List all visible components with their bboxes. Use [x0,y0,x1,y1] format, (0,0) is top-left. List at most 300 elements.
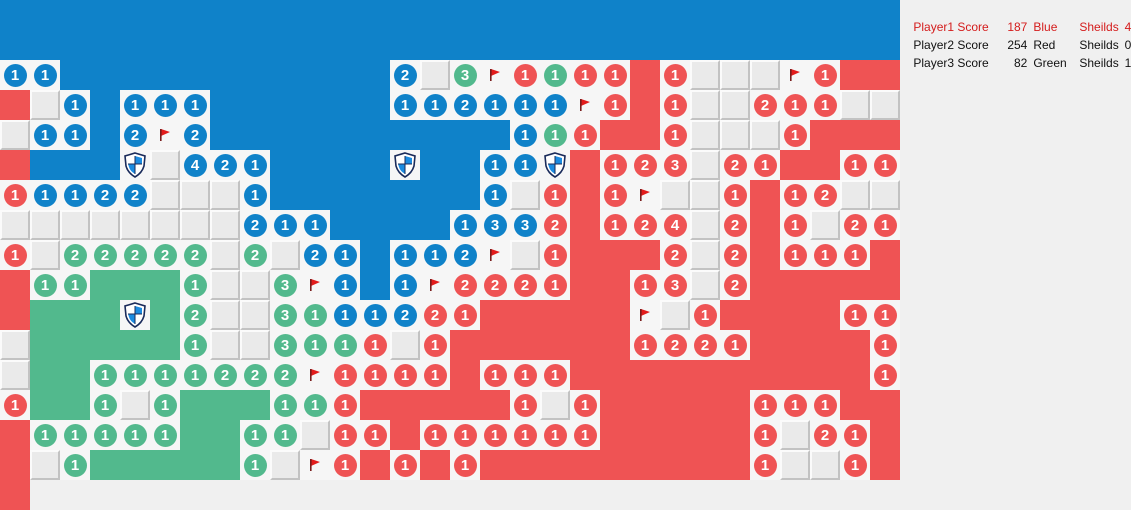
board-cell[interactable] [480,120,510,150]
board-cell[interactable] [450,270,480,300]
board-cell[interactable] [330,420,360,450]
board-cell[interactable] [300,360,330,390]
board-cell[interactable] [270,60,300,90]
board-cell[interactable] [540,180,570,210]
board-cell[interactable] [510,90,540,120]
board-cell[interactable] [360,270,390,300]
board-cell[interactable] [120,330,150,360]
board-cell[interactable] [240,390,270,420]
board-cell[interactable] [270,180,300,210]
board-cell[interactable] [390,60,420,90]
board-cell[interactable] [270,150,300,180]
board-cell[interactable] [780,300,810,330]
board-cell[interactable] [0,90,30,120]
board-cell[interactable] [870,330,900,360]
board-cell[interactable] [450,420,480,450]
board-cell[interactable] [750,420,780,450]
board-cell[interactable] [780,420,810,450]
board-cell[interactable] [870,90,900,120]
board-cell[interactable] [300,60,330,90]
board-cell[interactable] [450,450,480,480]
board-cell[interactable] [0,450,30,480]
board-cell[interactable] [870,240,900,270]
board-cell[interactable] [270,30,300,60]
board-cell[interactable] [450,210,480,240]
board-cell[interactable] [420,450,450,480]
board-cell[interactable] [390,270,420,300]
board-cell[interactable] [600,330,630,360]
board-cell[interactable] [660,0,690,30]
board-cell[interactable] [840,270,870,300]
board-cell[interactable] [300,240,330,270]
board-cell[interactable] [0,0,30,30]
board-cell[interactable] [870,30,900,60]
board-cell[interactable] [270,300,300,330]
board-cell[interactable] [750,120,780,150]
board-cell[interactable] [690,330,720,360]
board-cell[interactable] [120,300,150,330]
board-cell[interactable] [90,150,120,180]
board-cell[interactable] [780,180,810,210]
board-cell[interactable] [210,90,240,120]
board-cell[interactable] [870,180,900,210]
board-cell[interactable] [690,180,720,210]
board-cell[interactable] [330,240,360,270]
board-cell[interactable] [300,450,330,480]
board-cell[interactable] [90,210,120,240]
board-cell[interactable] [300,90,330,120]
board-cell[interactable] [510,210,540,240]
board-cell[interactable] [690,270,720,300]
board-cell[interactable] [360,300,390,330]
board-cell[interactable] [720,390,750,420]
board-cell[interactable] [30,450,60,480]
board-cell[interactable] [480,270,510,300]
board-cell[interactable] [90,270,120,300]
board-cell[interactable] [480,300,510,330]
board-cell[interactable] [60,90,90,120]
board-cell[interactable] [630,390,660,420]
board-cell[interactable] [510,0,540,30]
board-cell[interactable] [810,240,840,270]
board-cell[interactable] [870,150,900,180]
board-cell[interactable] [180,360,210,390]
board-cell[interactable] [870,450,900,480]
board-cell[interactable] [120,0,150,30]
board-cell[interactable] [420,180,450,210]
board-cell[interactable] [510,120,540,150]
board-cell[interactable] [240,210,270,240]
board-cell[interactable] [180,150,210,180]
board-cell[interactable] [0,240,30,270]
board-cell[interactable] [780,450,810,480]
board-cell[interactable] [810,270,840,300]
board-cell[interactable] [360,390,390,420]
board-cell[interactable] [90,0,120,30]
board-cell[interactable] [270,270,300,300]
board-cell[interactable] [330,270,360,300]
board-cell[interactable] [330,90,360,120]
board-cell[interactable] [870,60,900,90]
board-cell[interactable] [840,210,870,240]
board-cell[interactable] [420,0,450,30]
board-cell[interactable] [240,150,270,180]
board-cell[interactable] [180,330,210,360]
board-cell[interactable] [420,420,450,450]
board-cell[interactable] [30,270,60,300]
board-cell[interactable] [600,450,630,480]
board-cell[interactable] [750,240,780,270]
board-cell[interactable] [240,450,270,480]
board-cell[interactable] [180,420,210,450]
board-cell[interactable] [720,0,750,30]
board-cell[interactable] [300,270,330,300]
board-cell[interactable] [420,90,450,120]
board-cell[interactable] [0,180,30,210]
board-cell[interactable] [240,180,270,210]
board-cell[interactable] [630,120,660,150]
board-cell[interactable] [750,450,780,480]
board-cell[interactable] [360,240,390,270]
board-cell[interactable] [60,60,90,90]
board-cell[interactable] [300,180,330,210]
board-cell[interactable] [210,270,240,300]
board-cell[interactable] [360,30,390,60]
board-cell[interactable] [30,90,60,120]
board-cell[interactable] [780,240,810,270]
board-cell[interactable] [300,330,330,360]
board-cell[interactable] [540,330,570,360]
board-cell[interactable] [120,450,150,480]
board-cell[interactable] [330,390,360,420]
board-cell[interactable] [870,0,900,30]
board-cell[interactable] [210,0,240,30]
board-cell[interactable] [870,420,900,450]
board-cell[interactable] [540,210,570,240]
board-cell[interactable] [330,330,360,360]
board-cell[interactable] [840,450,870,480]
board-cell[interactable] [270,0,300,30]
board-cell[interactable] [480,450,510,480]
board-cell[interactable] [450,120,480,150]
board-cell[interactable] [810,150,840,180]
board-cell[interactable] [0,360,30,390]
board-cell[interactable] [210,360,240,390]
board-cell[interactable] [210,60,240,90]
board-cell[interactable] [120,360,150,390]
board-cell[interactable] [840,390,870,420]
board-cell[interactable] [360,450,390,480]
board-cell[interactable] [300,30,330,60]
board-cell[interactable] [810,330,840,360]
board-cell[interactable] [90,420,120,450]
board-cell[interactable] [480,360,510,390]
board-cell[interactable] [390,180,420,210]
board-cell[interactable] [120,390,150,420]
board-cell[interactable] [600,210,630,240]
board-cell[interactable] [780,30,810,60]
board-cell[interactable] [300,120,330,150]
board-cell[interactable] [480,60,510,90]
board-cell[interactable] [90,90,120,120]
board-cell[interactable] [390,90,420,120]
board-cell[interactable] [780,210,810,240]
board-cell[interactable] [240,30,270,60]
board-cell[interactable] [0,420,30,450]
board-cell[interactable] [90,240,120,270]
board-cell[interactable] [480,0,510,30]
board-cell[interactable] [150,330,180,360]
board-cell[interactable] [450,90,480,120]
board-cell[interactable] [450,180,480,210]
board-cell[interactable] [540,390,570,420]
board-cell[interactable] [750,360,780,390]
board-cell[interactable] [720,150,750,180]
board-cell[interactable] [540,60,570,90]
board-cell[interactable] [330,210,360,240]
board-cell[interactable] [240,270,270,300]
board-cell[interactable] [630,180,660,210]
board-cell[interactable] [660,450,690,480]
board-cell[interactable] [90,450,120,480]
board-cell[interactable] [90,390,120,420]
board-cell[interactable] [120,30,150,60]
board-cell[interactable] [210,420,240,450]
board-cell[interactable] [750,300,780,330]
board-cell[interactable] [720,240,750,270]
board-cell[interactable] [300,420,330,450]
board-cell[interactable] [420,330,450,360]
board-cell[interactable] [180,300,210,330]
board-cell[interactable] [60,210,90,240]
board-cell[interactable] [0,120,30,150]
board-cell[interactable] [330,360,360,390]
board-cell[interactable] [630,330,660,360]
board-cell[interactable] [30,0,60,30]
board-cell[interactable] [540,150,570,180]
board-cell[interactable] [240,300,270,330]
board-cell[interactable] [570,390,600,420]
board-cell[interactable] [210,300,240,330]
board-cell[interactable] [420,210,450,240]
board-cell[interactable] [810,390,840,420]
board-cell[interactable] [450,60,480,90]
board-cell[interactable] [540,300,570,330]
board-cell[interactable] [450,390,480,420]
board-cell[interactable] [510,30,540,60]
board-cell[interactable] [240,240,270,270]
board-cell[interactable] [300,150,330,180]
board-cell[interactable] [0,60,30,90]
board-cell[interactable] [150,300,180,330]
board-cell[interactable] [690,420,720,450]
board-cell[interactable] [690,210,720,240]
board-cell[interactable] [690,240,720,270]
board-cell[interactable] [30,240,60,270]
board-cell[interactable] [270,210,300,240]
board-cell[interactable] [600,270,630,300]
board-cell[interactable] [300,390,330,420]
board-cell[interactable] [510,150,540,180]
board-cell[interactable] [420,60,450,90]
board-cell[interactable] [690,0,720,30]
board-cell[interactable] [840,180,870,210]
board-cell[interactable] [360,60,390,90]
board-cell[interactable] [570,0,600,30]
board-cell[interactable] [750,210,780,240]
board-cell[interactable] [600,0,630,30]
board-cell[interactable] [570,420,600,450]
board-cell[interactable] [660,90,690,120]
board-cell[interactable] [660,180,690,210]
board-cell[interactable] [810,0,840,30]
board-cell[interactable] [270,330,300,360]
board-cell[interactable] [600,30,630,60]
board-cell[interactable] [330,450,360,480]
board-cell[interactable] [750,330,780,360]
board-cell[interactable] [510,360,540,390]
board-cell[interactable] [810,180,840,210]
board-cell[interactable] [300,0,330,30]
board-cell[interactable] [720,120,750,150]
board-cell[interactable] [30,420,60,450]
board-cell[interactable] [510,420,540,450]
board-cell[interactable] [60,270,90,300]
board-cell[interactable] [90,60,120,90]
board-cell[interactable] [150,210,180,240]
board-cell[interactable] [150,0,180,30]
board-cell[interactable] [780,0,810,30]
board-cell[interactable] [750,270,780,300]
board-cell[interactable] [0,150,30,180]
board-cell[interactable] [570,60,600,90]
board-cell[interactable] [660,240,690,270]
board-cell[interactable] [840,240,870,270]
board-cell[interactable] [150,30,180,60]
board-cell[interactable] [390,240,420,270]
board-cell[interactable] [30,390,60,420]
board-cell[interactable] [660,270,690,300]
board-cell[interactable] [870,120,900,150]
board-cell[interactable] [840,330,870,360]
board-cell[interactable] [840,120,870,150]
board-cell[interactable] [360,0,390,30]
board-cell[interactable] [630,270,660,300]
board-cell[interactable] [240,0,270,30]
board-cell[interactable] [210,180,240,210]
board-cell[interactable] [630,420,660,450]
board-cell[interactable] [660,360,690,390]
board-cell[interactable] [60,300,90,330]
board-cell[interactable] [840,150,870,180]
board-cell[interactable] [390,300,420,330]
board-cell[interactable] [450,330,480,360]
board-cell[interactable] [120,420,150,450]
board-cell[interactable] [810,30,840,60]
board-cell[interactable] [450,240,480,270]
board-cell[interactable] [510,60,540,90]
board-cell[interactable] [510,300,540,330]
board-cell[interactable] [120,150,150,180]
board-cell[interactable] [270,390,300,420]
board-cell[interactable] [540,90,570,120]
board-cell[interactable] [510,270,540,300]
board-cell[interactable] [180,270,210,300]
board-cell[interactable] [810,360,840,390]
board-cell[interactable] [570,150,600,180]
board-cell[interactable] [150,360,180,390]
board-cell[interactable] [630,0,660,30]
board-cell[interactable] [330,120,360,150]
board-cell[interactable] [0,210,30,240]
board-cell[interactable] [480,240,510,270]
board-cell[interactable] [450,300,480,330]
board-cell[interactable] [150,90,180,120]
board-cell[interactable] [90,30,120,60]
board-cell[interactable] [690,360,720,390]
board-cell[interactable] [360,90,390,120]
board-cell[interactable] [480,30,510,60]
board-cell[interactable] [180,90,210,120]
board-cell[interactable] [540,0,570,30]
board-cell[interactable] [150,390,180,420]
board-cell[interactable] [780,330,810,360]
board-cell[interactable] [720,90,750,120]
board-cell[interactable] [240,360,270,390]
board-cell[interactable] [60,120,90,150]
board-cell[interactable] [150,270,180,300]
board-cell[interactable] [720,360,750,390]
board-cell[interactable] [210,120,240,150]
board-cell[interactable] [480,90,510,120]
board-cell[interactable] [60,420,90,450]
board-cell[interactable] [180,450,210,480]
board-cell[interactable] [660,420,690,450]
board-cell[interactable] [840,30,870,60]
board-cell[interactable] [450,0,480,30]
board-cell[interactable] [270,120,300,150]
board-cell[interactable] [780,360,810,390]
board-cell[interactable] [60,150,90,180]
board-cell[interactable] [330,0,360,30]
board-cell[interactable] [810,300,840,330]
board-cell[interactable] [570,120,600,150]
board-cell[interactable] [420,270,450,300]
board-cell[interactable] [660,30,690,60]
board-cell[interactable] [390,120,420,150]
board-cell[interactable] [810,450,840,480]
board-cell[interactable] [270,420,300,450]
board-cell[interactable] [720,450,750,480]
board-cell[interactable] [330,30,360,60]
board-cell[interactable] [630,450,660,480]
board-cell[interactable] [240,120,270,150]
board-cell[interactable] [420,300,450,330]
board-cell[interactable] [810,210,840,240]
board-cell[interactable] [210,330,240,360]
board-cell[interactable] [870,210,900,240]
board-cell[interactable] [420,30,450,60]
board-cell[interactable] [570,180,600,210]
board-cell[interactable] [270,450,300,480]
board-cell[interactable] [90,330,120,360]
board-cell[interactable] [570,450,600,480]
board-cell[interactable] [150,180,180,210]
board-cell[interactable] [780,120,810,150]
board-cell[interactable] [690,60,720,90]
board-cell[interactable] [0,30,30,60]
board-cell[interactable] [570,270,600,300]
